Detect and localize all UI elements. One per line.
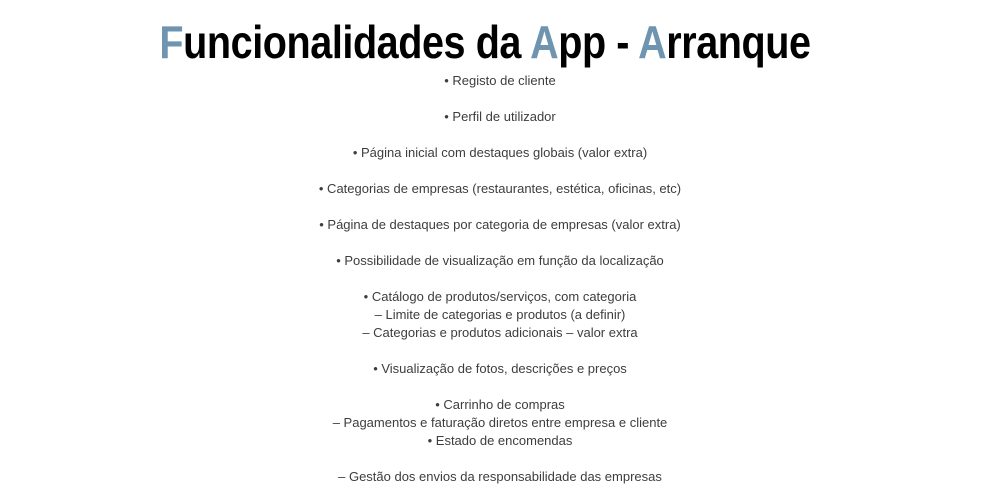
bullet-line: • Carrinho de compras [435,397,565,412]
bullet-line: • Perfil de utilizador [444,109,556,124]
title-segment: rranque [666,16,811,68]
title-segment-highlight: A [638,16,667,68]
bullet-group [0,108,1000,126]
feature-list [0,72,1000,486]
title-segment: pp - [558,16,639,68]
bullet-line: • Página inicial com destaques globais (valor extra) [352,145,648,160]
title-segment: uncionalidades da [183,16,531,68]
bullet-line: • Categorias de empresas (restaurantes, estética, oficinas, etc) [318,181,682,196]
bullet-subline: – Categorias e produtos adicionais – valor extra [362,325,638,340]
bullet-group [0,252,1000,270]
title-segment-highlight: F [159,16,184,68]
bullet-subline: – Gestão dos envios da responsabilidade das empresas [338,469,662,484]
page-title [55,18,915,66]
bullet-line: • Registo de cliente [444,73,556,88]
bullet-group [0,216,1000,234]
bullet-subline: – Limite de categorias e produtos (a definir) [374,307,626,322]
bullet-group [0,144,1000,162]
bullet-line: • Estado de encomendas [427,433,573,448]
bullet-line: • Página de destaques por categoria de empresas (valor extra) [319,217,681,232]
bullet-line: • Possibilidade de visualização em função da localização [336,253,664,268]
bullet-group [0,72,1000,90]
bullet-group [0,180,1000,198]
title-segment-highlight: A [530,16,559,68]
bullet-group [0,360,1000,378]
bullet-line: • Catálogo de produtos/serviços, com categoria [363,289,637,304]
bullet-group [0,468,1000,486]
bullet-line: • Visualização de fotos, descrições e preços [373,361,627,376]
bullet-subline: – Pagamentos e faturação diretos entre empresa e cliente [332,415,668,430]
slide [0,18,1000,500]
